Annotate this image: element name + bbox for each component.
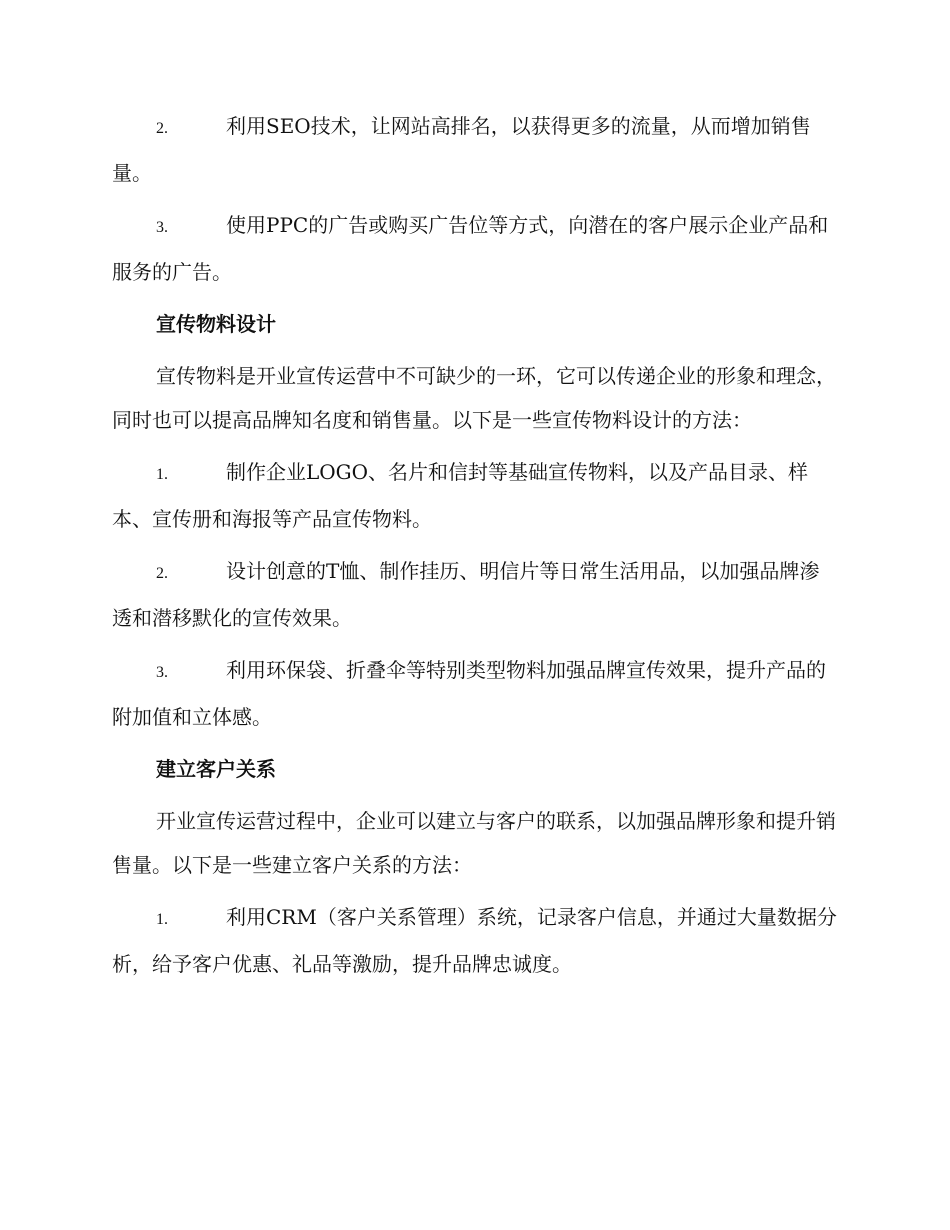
list-text: 利用SEO技术，让网站高排名，以获得更多的流量，从而增加销售量。: [112, 114, 811, 185]
list-text: 利用CRM（客户关系管理）系统，记录客户信息，并通过大量数据分析，给予客户优惠、礼品等激励，提升品牌忠诚度。: [112, 905, 837, 976]
list-item: [112, 648, 838, 739]
list-number: 1.: [156, 911, 168, 928]
list-text: 制作企业LOGO、名片和信封等基础宣传物料，以及产品目录、样本、宣传册和海报等产品宣传物料。: [112, 460, 809, 531]
list-item: [112, 549, 838, 640]
section-intro-paragraph: 宣传物料是开业宣传运营中不可缺少的一环，它可以传递企业的形象和理念，同时也可以提高品牌知名度和销售量。以下是一些宣传物料设计的方法：: [112, 364, 836, 432]
list-item: [112, 895, 838, 986]
list-text: 使用PPC的广告或购买广告位等方式，向潜在的客户展示企业产品和服务的广告。: [112, 213, 829, 284]
list-item: [112, 104, 838, 195]
section-heading-customer-relations: 建立客户关系: [156, 757, 276, 781]
section-heading-promo-materials: 宣传物料设计: [156, 312, 276, 336]
document-content: [112, 104, 838, 994]
list-number: 2.: [156, 565, 168, 582]
list-number: 3.: [156, 219, 168, 236]
section-intro-paragraph: 开业宣传运营过程中，企业可以建立与客户的联系，以加强品牌形象和提升销售量。以下是一些建立客户关系的方法：: [112, 809, 836, 877]
list-text: 利用环保袋、折叠伞等特别类型物料加强品牌宣传效果，提升产品的附加值和立体感。: [112, 658, 826, 729]
list-number: 3.: [156, 664, 168, 681]
list-number: 1.: [156, 466, 168, 483]
list-text: 设计创意的T恤、制作挂历、明信片等日常生活用品，以加强品牌渗透和潜移默化的宣传效果。: [112, 559, 820, 630]
list-item: [112, 450, 838, 541]
list-item: [112, 203, 838, 294]
list-number: 2.: [156, 120, 168, 137]
